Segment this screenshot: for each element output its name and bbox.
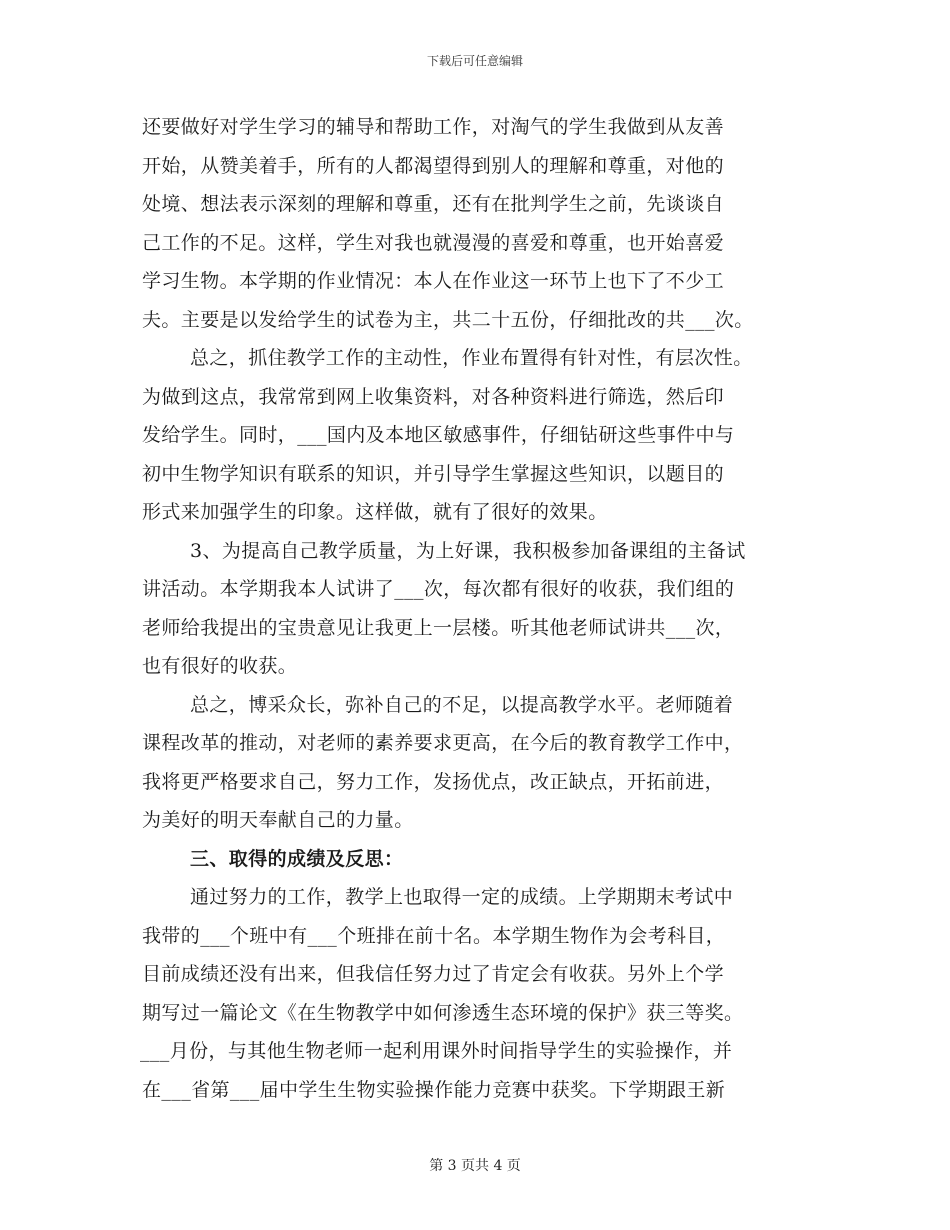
section-heading: 三、取得的成绩及反思：: [190, 847, 404, 870]
text-line: 形式来加强学生的印象。这样做，就有了很好的效果。: [142, 501, 608, 523]
paragraph-start-line: 总之，博采众长，弥补自己的不足，以提高教学水平。老师随着: [190, 693, 734, 716]
paragraph-start-line: 通过努力的工作，教学上也取得一定的成绩。上学期期末考试中: [190, 886, 734, 908]
text-line: 在___省第___届中学生生物实验操作能力竞赛中获奖。下学期跟王新: [142, 1078, 726, 1101]
text-line: 为做到这点，我常常到网上收集资料，对各种资料进行筛选，然后印: [142, 385, 725, 408]
text-line: 老师给我提出的宝贵意见让我更上一层楼。听其他老师试讲共___次，: [142, 616, 735, 639]
text-line: 我带的___个班中有___个班排在前十名。本学期生物作为会考科目，: [142, 924, 726, 947]
text-line: 初中生物学知识有联系的知识，并引导学生掌握这些知识，以题目的: [142, 462, 725, 485]
text-line: 发给学生。同时，___国内及本地区敏感事件，仔细钻研这些事件中与: [142, 424, 735, 446]
text-line: 我将更严格要求自己，努力工作，发扬优点，改正缺点，开拓前进，: [142, 770, 725, 793]
text-line: 己工作的不足。这样，学生对我也就漫漫的喜爱和尊重，也开始喜爱: [142, 231, 725, 254]
text-line: 学习生物。本学期的作业情况：本人在作业这一环节上也下了不少工: [142, 270, 725, 292]
text-line: 目前成绩还没有出来，但我信任努力过了肯定会有收获。另外上个学: [142, 963, 725, 985]
text-line: ___月份，与其他生物老师一起利用课外时间指导学生的实验操作，并: [140, 1040, 733, 1062]
text-line: 讲活动。本学期我本人试讲了___次，每次都有很好的收获，我们组的: [142, 578, 735, 600]
text-line: 也有很好的收获。: [142, 655, 298, 677]
paragraph-start-line: 总之，抓住教学工作的主动性，作业布置得有针对性，有层次性。: [190, 347, 753, 369]
text-line: 还要做好对学生学习的辅导和帮助工作，对淘气的学生我做到从友善: [142, 116, 725, 138]
text-line: 夫。主要是以发给学生的试卷为主，共二十五份，仔细批改的共___次。: [142, 308, 754, 331]
text-line: 为美好的明天奉献自己的力量。: [142, 809, 414, 831]
text-line: 课程改革的推动，对老师的素养要求更高，在今后的教育教学工作中，: [142, 732, 744, 754]
text-line: 开始，从赞美着手，所有的人都渴望得到别人的理解和尊重，对他的: [142, 154, 725, 177]
paragraph-start-line: 3、为提高自己教学质量，为上好课，我积极参加备课组的主备试: [190, 539, 746, 562]
page-footer: 第 3 页共 4 页: [429, 1158, 521, 1174]
text-line: 处境、想法表示深刻的理解和尊重，还有在批判学生之前，先谈谈自: [142, 193, 725, 215]
document-body: [142, 108, 832, 1109]
text-line: 期写过一篇论文《在生物教学中如何渗透生态环境的保护》获三等奖。: [142, 1001, 744, 1024]
page-header: 下载后可任意编辑: [426, 54, 523, 68]
